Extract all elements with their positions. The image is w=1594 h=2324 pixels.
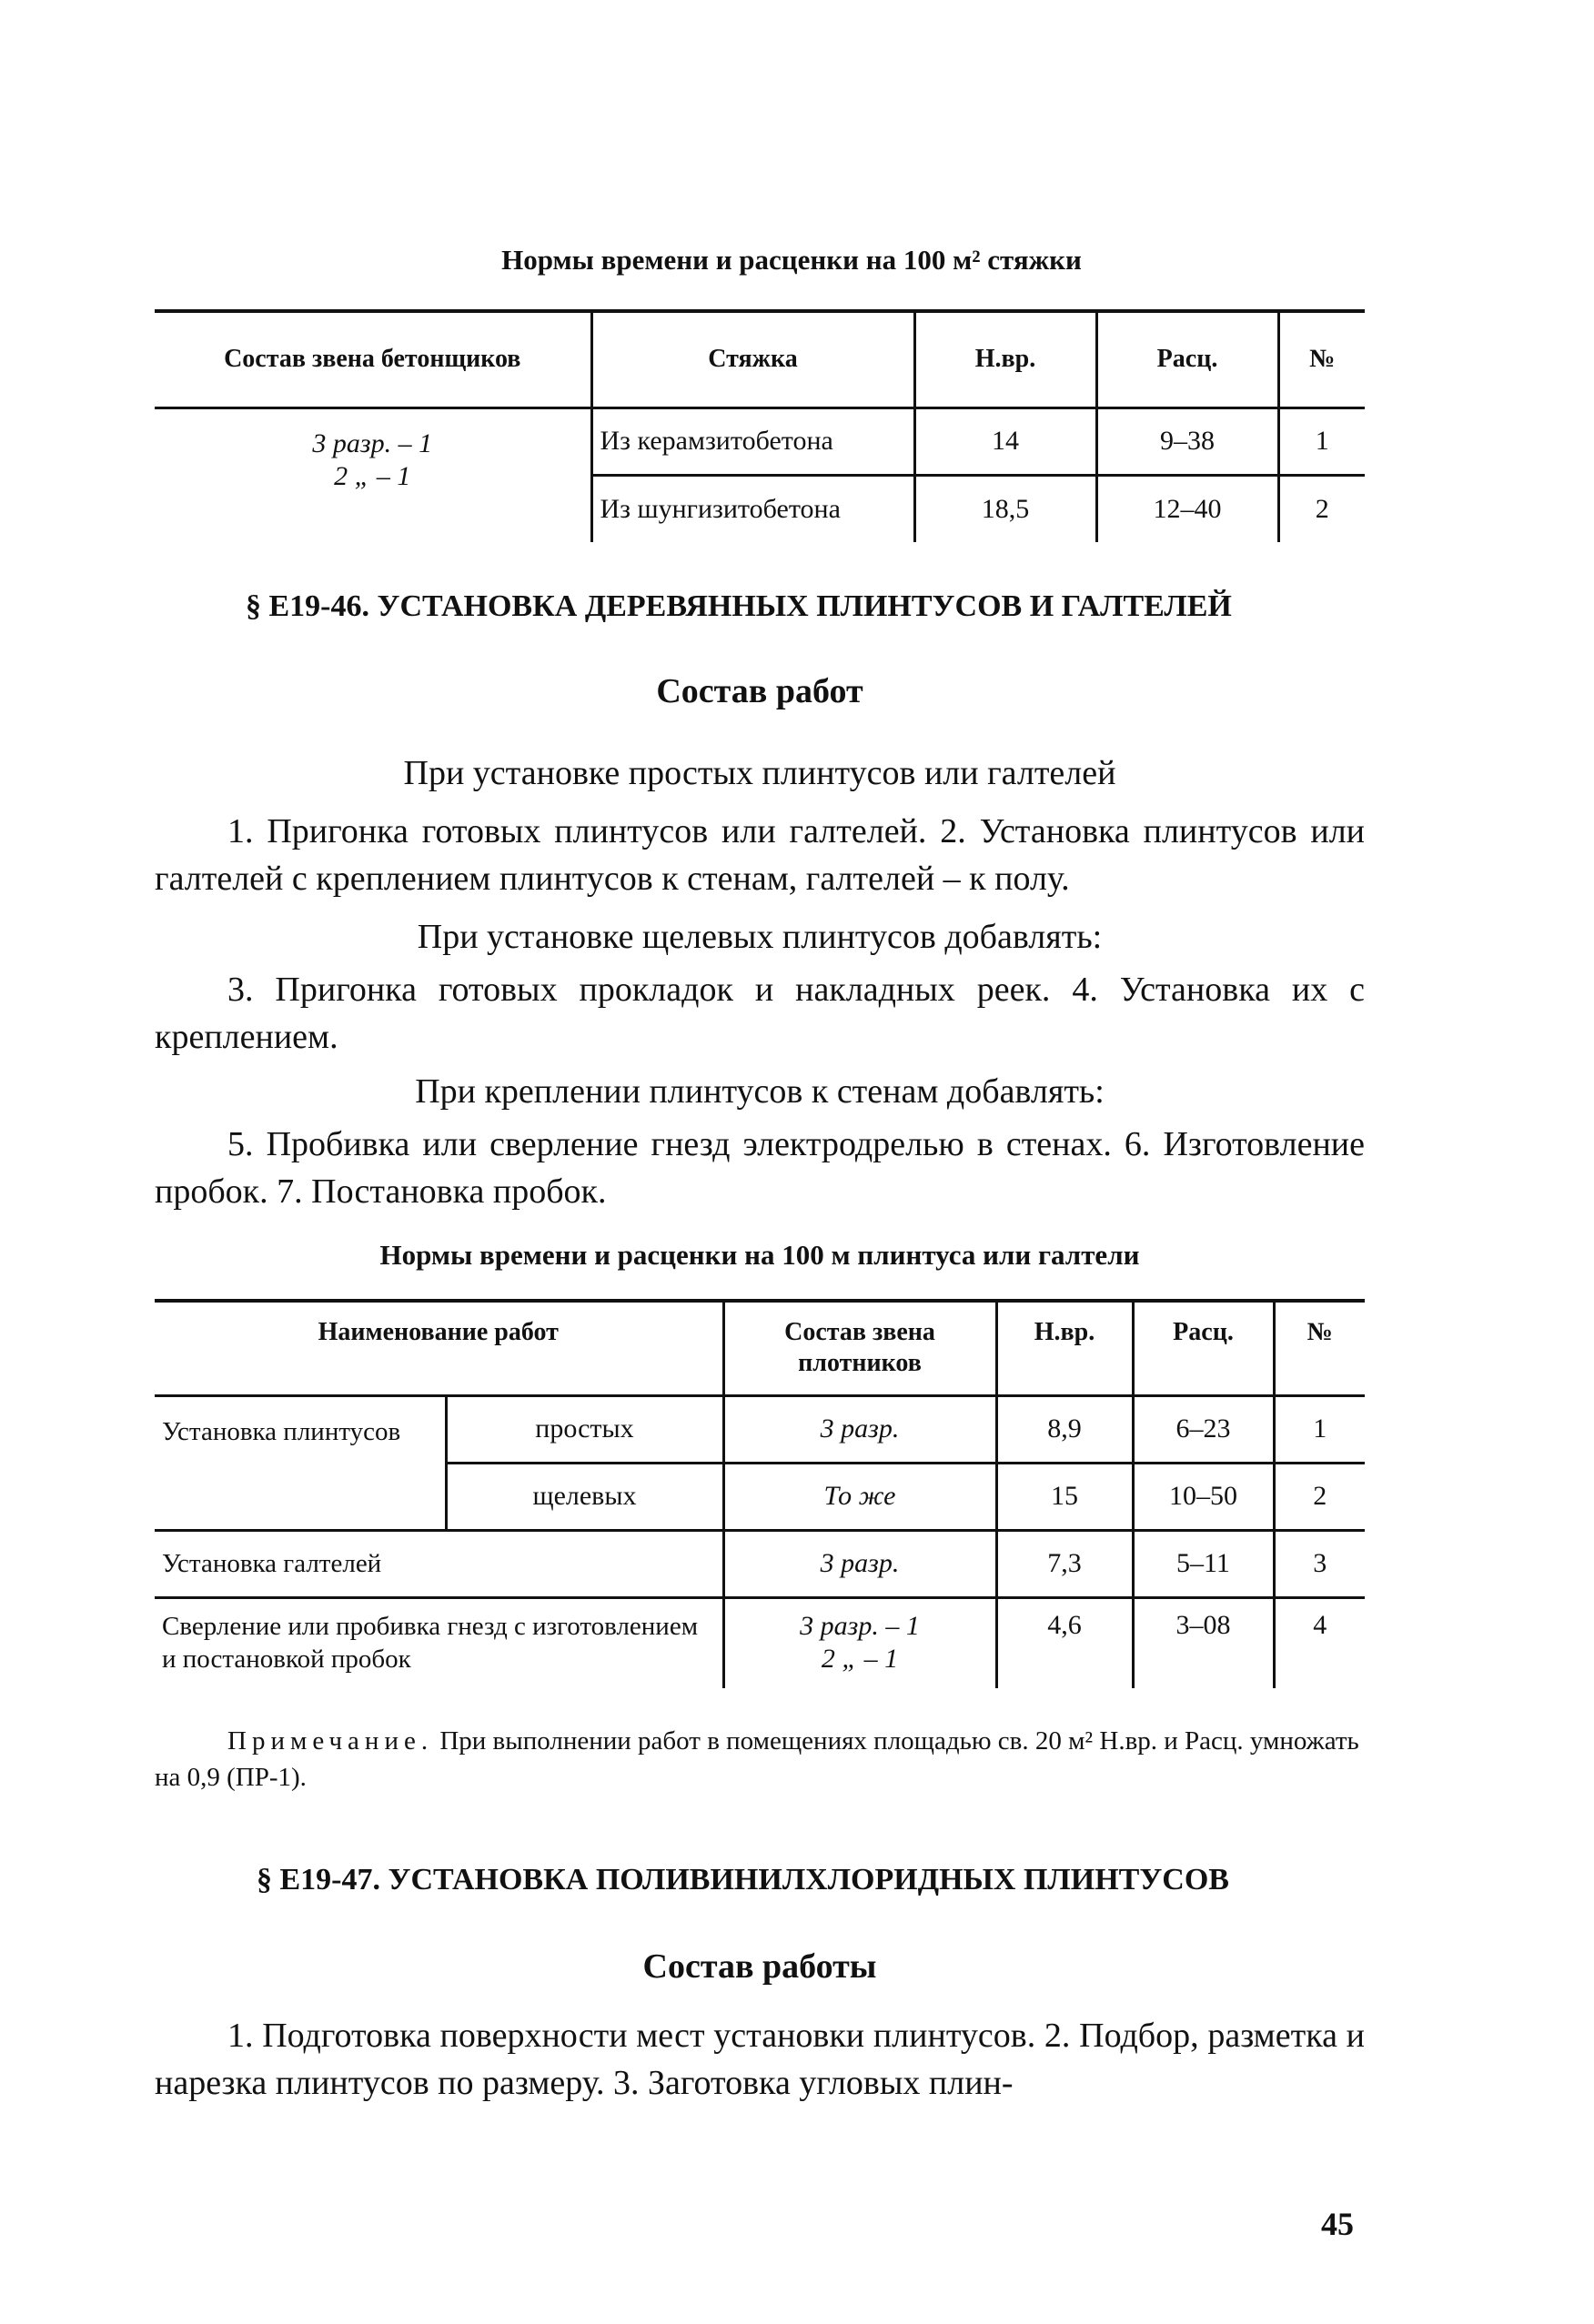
section46-subheading: Состав работ bbox=[656, 672, 863, 710]
section46-para3 bbox=[155, 1121, 1365, 1215]
section46-intro3: При креплении плинтусов к стенам добавлять: bbox=[415, 1072, 1105, 1111]
table2-row-crew: То же bbox=[723, 1463, 996, 1530]
table1-crew-cell bbox=[155, 407, 591, 542]
table1-row-price: 9–38 bbox=[1096, 407, 1278, 475]
table2-row-num: 2 bbox=[1274, 1463, 1365, 1530]
table1-row-time: 18,5 bbox=[914, 475, 1096, 542]
table2 bbox=[155, 1299, 1365, 1688]
table2-header-price: Расц. bbox=[1133, 1301, 1274, 1395]
table2-row-time: 7,3 bbox=[996, 1530, 1133, 1597]
table1-row-price: 12–40 bbox=[1096, 475, 1278, 542]
section46-intro2: При установке щелевых плинтусов добавлять: bbox=[417, 918, 1103, 956]
table2-row-sub: щелевых bbox=[446, 1463, 723, 1530]
table2-row-time: 15 bbox=[996, 1463, 1133, 1530]
table2-crew-line: 3 разр. – 1 bbox=[800, 1610, 920, 1641]
table2-header-time: Н.вр. bbox=[996, 1301, 1133, 1395]
table2-row-num: 4 bbox=[1313, 1609, 1327, 1640]
table1-crew-line: 3 разр. – 1 bbox=[312, 428, 433, 458]
table1-header-num: № bbox=[1278, 311, 1365, 407]
table2-row-sub: простых bbox=[446, 1395, 723, 1463]
table2-header-num: № bbox=[1274, 1301, 1365, 1395]
table2-header-crew: Состав звена плотников bbox=[723, 1301, 996, 1395]
section46-para2 bbox=[155, 966, 1365, 1061]
section47-heading: § Е19-47. УСТАНОВКА ПОЛИВИНИЛХЛОРИДНЫХ ПЛИНТУСОВ bbox=[257, 1863, 1229, 1896]
section46-para1-text: 1. Пригонка готовых плинтусов или галтелей. 2. Установка плинтусов или галтелей с креплением плинтусов к стенам, галтелей – к полу. bbox=[155, 812, 1365, 898]
table1-row-material: Из керамзитобетона bbox=[591, 407, 914, 475]
table2-row-crew: 3 разр. bbox=[723, 1530, 996, 1597]
table1-crew-line: 2 „ – 1 bbox=[334, 460, 411, 491]
table2-row-name: Сверление или пробивка гнезд с изготовлением и постановкой пробок bbox=[155, 1597, 723, 1688]
table1 bbox=[155, 309, 1365, 542]
table2-row-num: 3 bbox=[1274, 1530, 1365, 1597]
page-number: 45 bbox=[1321, 2206, 1354, 2242]
table2-note bbox=[155, 1723, 1365, 1796]
table2-row-crew: 3 разр. bbox=[723, 1395, 996, 1463]
table2-row-price: 6–23 bbox=[1133, 1395, 1274, 1463]
table1-header-crew: Состав звена бетонщиков bbox=[155, 311, 591, 407]
section47-subheading: Состав работы bbox=[642, 1947, 877, 1986]
table2-row-price: 5–11 bbox=[1133, 1530, 1274, 1597]
table2-note-text: При выполнении работ в помещениях площадью св. 20 м² Н.вр. и Расц. умножать на 0,9 (ПР-1). bbox=[155, 1726, 1359, 1792]
table1-header-price: Расц. bbox=[1096, 311, 1278, 407]
section47-para1 bbox=[155, 2012, 1365, 2107]
section46-para2-text: 3. Пригонка готовых прокладок и накладных реек. 4. Установка их с креплением. bbox=[155, 971, 1365, 1056]
table2-header-name: Наименование работ bbox=[155, 1301, 723, 1395]
table2-row-crew-cell bbox=[723, 1597, 996, 1688]
table1-header-time: Н.вр. bbox=[914, 311, 1096, 407]
table1-row-material: Из шунгизитобетона bbox=[591, 475, 914, 542]
table1-row-time: 14 bbox=[914, 407, 1096, 475]
section46-heading: § Е19-46. УСТАНОВКА ДЕРЕВЯННЫХ ПЛИНТУСОВ И ГАЛТЕЛЕЙ bbox=[246, 589, 1232, 623]
table1-caption: Нормы времени и расценки на 100 м² стяжки bbox=[501, 244, 1082, 276]
section46-para3-text: 5. Пробивка или сверление гнезд электродрелью в стенах. 6. Изготовление пробок. 7. Постановка пробок. bbox=[155, 1125, 1365, 1211]
table2-row-name: Установка галтелей bbox=[155, 1530, 723, 1597]
table2-note-label: Примечание. bbox=[227, 1726, 434, 1756]
table1-header-screed: Стяжка bbox=[591, 311, 914, 407]
section46-para1 bbox=[155, 808, 1365, 902]
table2-row-price: 10–50 bbox=[1133, 1463, 1274, 1530]
table2-row-time: 4,6 bbox=[996, 1597, 1133, 1688]
table2-row-time: 8,9 bbox=[996, 1395, 1133, 1463]
table2-row-num: 1 bbox=[1274, 1395, 1365, 1463]
section46-intro1: При установке простых плинтусов или галтелей bbox=[403, 754, 1116, 792]
table2-caption: Нормы времени и расценки на 100 м плинтуса или галтели bbox=[379, 1239, 1140, 1271]
section47-para1-text: 1. Подготовка поверхности мест установки плинтусов. 2. Подбор, разметка и нарезка плинтусов по размеру. 3. Заготовка угловых плин- bbox=[155, 2017, 1365, 2102]
table2-group-label: Установка плинтусов bbox=[155, 1395, 446, 1530]
table1-row-num: 1 bbox=[1278, 407, 1365, 475]
table1-row-num: 2 bbox=[1315, 493, 1329, 524]
table2-row-price: 3–08 bbox=[1133, 1597, 1274, 1688]
table2-crew-line: 2 „ – 1 bbox=[821, 1643, 899, 1674]
